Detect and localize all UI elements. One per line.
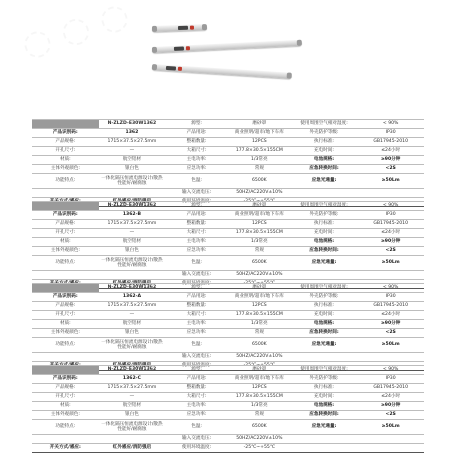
input-voltage-value: 50HZ/AC220V±10% bbox=[228, 353, 291, 362]
hole-label: 开孔尺寸: bbox=[32, 311, 99, 320]
switch-time-label: 应急转换时间: bbox=[291, 329, 358, 338]
switch-time-label: 应急转换时间: bbox=[291, 411, 358, 420]
charge-time-label: 充电时间: bbox=[291, 393, 358, 402]
hole-label: 开孔尺寸: bbox=[32, 147, 99, 156]
spec-row-hole bbox=[32, 311, 424, 320]
features-label: 功能特点: bbox=[32, 174, 99, 189]
spec-row-spec bbox=[32, 220, 424, 229]
spec-header-strip bbox=[32, 120, 99, 129]
spec-row-hole bbox=[32, 147, 424, 156]
packing-label: 整箱数量: bbox=[165, 220, 228, 229]
standard-label: 执行标准: bbox=[291, 384, 358, 393]
switch-value: 红外感应/消防强启 bbox=[99, 198, 166, 207]
input-voltage-label: 输入交流电压: bbox=[165, 353, 228, 362]
features-value: 一体化隔压恒流电源设计/散热性能好/耐腐蚀 bbox=[99, 420, 166, 435]
spec-row-hole bbox=[32, 393, 424, 402]
application-label: 产品用途: bbox=[165, 293, 228, 302]
color-temp-label: 色温: bbox=[165, 256, 228, 271]
switch-value: 红外感应/消防强启 bbox=[99, 362, 166, 371]
spec-row-code bbox=[32, 293, 424, 302]
emergency-power-value: 常规 bbox=[228, 411, 291, 420]
tube-label-mark bbox=[166, 66, 176, 71]
spec-row-voltage bbox=[32, 353, 424, 362]
watermark-graphic bbox=[17, 0, 135, 66]
carton-value: 177.8×30.5×155CM bbox=[228, 147, 291, 156]
material-value: 航空铝材 bbox=[99, 238, 166, 247]
charge-time-value: ≤24小时 bbox=[357, 147, 424, 156]
spec-row-code bbox=[32, 375, 424, 384]
code-label: 产品识别码: bbox=[32, 375, 99, 384]
tube-end-cap bbox=[152, 64, 157, 70]
color-temp-value: 6500K bbox=[228, 338, 291, 353]
ambient-temp-value: -25℃~+55℃ bbox=[228, 362, 291, 371]
battery-label: 电池规格: bbox=[291, 238, 358, 247]
input-voltage-value: 50HZ/AC220V±10% bbox=[228, 189, 291, 198]
switch-time-label: 应急转换时间: bbox=[291, 247, 358, 256]
switch-time-label: 应急转换时间: bbox=[291, 165, 358, 174]
carton-value: 177.8×30.5×155CM bbox=[228, 393, 291, 402]
ip-label: 外壳防护等级: bbox=[291, 129, 358, 138]
model-value: N-ZLZD-E30W1362 bbox=[99, 202, 166, 211]
code-value: 1362-C bbox=[99, 375, 166, 384]
spec-row-voltage bbox=[32, 271, 424, 280]
hole-value: — bbox=[99, 229, 166, 238]
emergency-flux-value: ≥50Lm bbox=[357, 174, 424, 189]
material-value: 航空铝材 bbox=[99, 402, 166, 411]
color-temp-value: 6500K bbox=[228, 420, 291, 435]
spec-row-features bbox=[32, 338, 424, 353]
humidity-value: < 90% bbox=[357, 202, 424, 211]
spec-label: 产品规格: bbox=[32, 138, 99, 147]
spec-row-model bbox=[32, 366, 424, 375]
switch-time-value: <2S bbox=[357, 165, 424, 174]
spec-row-spec bbox=[32, 302, 424, 311]
code-label: 产品识别码: bbox=[32, 129, 99, 138]
spec-value: 1715×37.5×27.5mm bbox=[99, 138, 166, 147]
ambient-temp-label: 使用环境温度: bbox=[165, 444, 228, 453]
tube-end-cap bbox=[152, 26, 157, 32]
spec-header-strip bbox=[32, 366, 99, 375]
application-value: 商业照明/超市/地下车库 bbox=[228, 375, 291, 384]
model-value: N-ZLZD-E30W1362 bbox=[99, 366, 166, 375]
empty-cell bbox=[291, 435, 358, 444]
battery-value: ≥90分钟 bbox=[357, 156, 424, 165]
packing-value: 12PCS bbox=[228, 302, 291, 311]
code-label: 产品识别码: bbox=[32, 211, 99, 220]
spec-row-code bbox=[32, 211, 424, 220]
power-ratio-label: 主电功率: bbox=[165, 320, 228, 329]
lightsource-type-label: 源型: bbox=[165, 366, 228, 375]
packing-label: 整箱数量: bbox=[165, 138, 228, 147]
tube-indicator-mark bbox=[190, 26, 194, 30]
tube-end-cap bbox=[202, 24, 207, 30]
color-temp-value: 6500K bbox=[228, 174, 291, 189]
spec-label: 产品规格: bbox=[32, 384, 99, 393]
emergency-flux-label: 应急光通量: bbox=[291, 420, 358, 435]
standard-label: 执行标准: bbox=[291, 302, 358, 311]
spec-row-model bbox=[32, 120, 424, 129]
light-tube-image-1 bbox=[152, 24, 207, 32]
battery-value: ≥90分钟 bbox=[357, 402, 424, 411]
lightsource-type-label: 源型: bbox=[165, 284, 228, 293]
ip-label: 外壳防护等级: bbox=[291, 293, 358, 302]
lightsource-type-value: 磨砂罩 bbox=[228, 202, 291, 211]
material-value: 航空铝材 bbox=[99, 320, 166, 329]
packing-value: 12PCS bbox=[228, 138, 291, 147]
emergency-power-value: 常规 bbox=[228, 247, 291, 256]
humidity-label: 使用周围空气相对湿度: bbox=[291, 120, 358, 129]
model-value: N-ZLZD-E30W1362 bbox=[99, 120, 166, 129]
application-value: 商业照明/超市/地下车库 bbox=[228, 211, 291, 220]
hole-label: 开孔尺寸: bbox=[32, 393, 99, 402]
ambient-temp-label: 使用环境温度: bbox=[165, 198, 228, 207]
spec-value: 1715×37.5×27.5mm bbox=[99, 220, 166, 229]
spec-table-1 bbox=[32, 119, 424, 207]
empty-cell bbox=[99, 271, 166, 280]
battery-label: 电池规格: bbox=[291, 402, 358, 411]
spec-row-emergency-power bbox=[32, 247, 424, 256]
carton-label: 大箱尺寸: bbox=[165, 147, 228, 156]
material-label: 材质: bbox=[32, 402, 99, 411]
material-label: 材质: bbox=[32, 156, 99, 165]
switch-time-value: <2S bbox=[357, 329, 424, 338]
spec-label: 产品规格: bbox=[32, 302, 99, 311]
empty-cell bbox=[357, 444, 424, 453]
lightsource-type-label: 源型: bbox=[165, 202, 228, 211]
lightsource-value: 银白色 bbox=[99, 247, 166, 256]
lightsource-type-value: 磨砂罩 bbox=[228, 120, 291, 129]
spec-table-3 bbox=[32, 283, 424, 371]
empty-cell bbox=[291, 353, 358, 362]
spec-header-strip bbox=[32, 284, 99, 293]
lightsource-label: 主体外观颜色: bbox=[32, 165, 99, 174]
standard-label: 执行标准: bbox=[291, 138, 358, 147]
packing-value: 12PCS bbox=[228, 220, 291, 229]
spec-row-emergency-power bbox=[32, 411, 424, 420]
features-value: 一体化隔压恒流电源设计/散热性能好/耐腐蚀 bbox=[99, 338, 166, 353]
charge-time-label: 充电时间: bbox=[291, 147, 358, 156]
input-voltage-label: 输入交流电压: bbox=[165, 271, 228, 280]
spec-row-emergency-power bbox=[32, 165, 424, 174]
switch-value: 红外感应/消防强启 bbox=[99, 280, 166, 289]
application-value: 商业照明/超市/地下车库 bbox=[228, 129, 291, 138]
model-value: N-ZLZD-E30W1362 bbox=[99, 284, 166, 293]
ambient-temp-value: -25℃~+55℃ bbox=[228, 280, 291, 289]
spec-row-emergency-power bbox=[32, 329, 424, 338]
spec-row-voltage bbox=[32, 189, 424, 198]
application-label: 产品用途: bbox=[165, 375, 228, 384]
emergency-flux-label: 应急光通量: bbox=[291, 174, 358, 189]
empty-cell bbox=[32, 435, 99, 444]
power-ratio-label: 主电功率: bbox=[165, 402, 228, 411]
lightsource-type-label: 源型: bbox=[165, 120, 228, 129]
features-value: 一体化隔压恒流电源设计/散热性能好/耐腐蚀 bbox=[99, 256, 166, 271]
emergency-power-value: 常规 bbox=[228, 329, 291, 338]
standard-value: GB17945-2010 bbox=[357, 384, 424, 393]
standard-value: GB17945-2010 bbox=[357, 302, 424, 311]
empty-cell bbox=[99, 435, 166, 444]
lightsource-value: 银白色 bbox=[99, 411, 166, 420]
packing-value: 12PCS bbox=[228, 384, 291, 393]
tube-label-mark bbox=[174, 46, 184, 50]
input-voltage-value: 50HZ/AC220V±10% bbox=[228, 435, 291, 444]
input-voltage-value: 50HZ/AC220V±10% bbox=[228, 271, 291, 280]
application-value: 商业照明/超市/地下车库 bbox=[228, 293, 291, 302]
spec-value: 1715×37.5×27.5mm bbox=[99, 302, 166, 311]
tube-indicator-mark bbox=[186, 46, 190, 50]
spec-row-material bbox=[32, 156, 424, 165]
ambient-temp-value: -25℃~+55℃ bbox=[228, 198, 291, 207]
features-label: 功能特点: bbox=[32, 256, 99, 271]
packing-label: 整箱数量: bbox=[165, 302, 228, 311]
spec-row-spec bbox=[32, 138, 424, 147]
empty-cell bbox=[357, 271, 424, 280]
emergency-flux-value: ≥50Lm bbox=[357, 338, 424, 353]
emergency-flux-label: 应急光通量: bbox=[291, 256, 358, 271]
product-hero-image bbox=[0, 0, 451, 118]
carton-label: 大箱尺寸: bbox=[165, 311, 228, 320]
humidity-label: 使用周围空气相对湿度: bbox=[291, 366, 358, 375]
lightsource-value: 银白色 bbox=[99, 329, 166, 338]
tube-end-cap bbox=[152, 47, 157, 53]
power-ratio-value: 1/3常亮 bbox=[228, 402, 291, 411]
battery-value: ≥90分钟 bbox=[357, 238, 424, 247]
material-value: 航空铝材 bbox=[99, 156, 166, 165]
empty-cell bbox=[291, 189, 358, 198]
empty-cell bbox=[357, 435, 424, 444]
ambient-temp-label: 使用环境温度: bbox=[165, 362, 228, 371]
carton-value: 177.8×30.5×155CM bbox=[228, 311, 291, 320]
spec-header-strip bbox=[32, 202, 99, 211]
input-voltage-label: 输入交流电压: bbox=[165, 189, 228, 198]
emergency-flux-value: ≥50Lm bbox=[357, 420, 424, 435]
code-value: 1362-A bbox=[99, 293, 166, 302]
ip-value: IP30 bbox=[357, 293, 424, 302]
charge-time-label: 充电时间: bbox=[291, 229, 358, 238]
emergency-flux-value: ≥50Lm bbox=[357, 256, 424, 271]
charge-time-value: ≤24小时 bbox=[357, 229, 424, 238]
charge-time-label: 充电时间: bbox=[291, 311, 358, 320]
spec-label: 产品规格: bbox=[32, 220, 99, 229]
tube-end-cap bbox=[297, 40, 302, 46]
battery-value: ≥90分钟 bbox=[357, 320, 424, 329]
spec-row-switch bbox=[32, 444, 424, 453]
code-value: 1362-B bbox=[99, 211, 166, 220]
emergency-power-label: 应急功率: bbox=[165, 329, 228, 338]
spec-value: 1715×37.5×27.5mm bbox=[99, 384, 166, 393]
spec-row-material bbox=[32, 238, 424, 247]
switch-value: 红外感应/消防强启 bbox=[99, 444, 166, 453]
material-label: 材质: bbox=[32, 320, 99, 329]
code-value: 1362 bbox=[99, 129, 166, 138]
ip-value: IP30 bbox=[357, 211, 424, 220]
power-ratio-label: 主电功率: bbox=[165, 238, 228, 247]
spec-row-model bbox=[32, 284, 424, 293]
ambient-temp-label: 使用环境温度: bbox=[165, 280, 228, 289]
lightsource-type-value: 磨砂罩 bbox=[228, 366, 291, 375]
features-label: 功能特点: bbox=[32, 420, 99, 435]
emergency-power-value: 常规 bbox=[228, 165, 291, 174]
material-label: 材质: bbox=[32, 238, 99, 247]
ambient-temp-value: -25℃~+55℃ bbox=[228, 444, 291, 453]
spec-row-material bbox=[32, 320, 424, 329]
power-ratio-label: 主电功率: bbox=[165, 156, 228, 165]
power-ratio-value: 1/3常亮 bbox=[228, 320, 291, 329]
ip-value: IP30 bbox=[357, 375, 424, 384]
application-label: 产品用途: bbox=[165, 211, 228, 220]
spec-row-model bbox=[32, 202, 424, 211]
hole-value: — bbox=[99, 393, 166, 402]
standard-value: GB17945-2010 bbox=[357, 138, 424, 147]
switch-time-value: <2S bbox=[357, 411, 424, 420]
spec-row-voltage bbox=[32, 435, 424, 444]
emergency-power-label: 应急功率: bbox=[165, 247, 228, 256]
tube-end-cap bbox=[287, 72, 292, 78]
carton-label: 大箱尺寸: bbox=[165, 393, 228, 402]
humidity-value: < 90% bbox=[357, 284, 424, 293]
ip-label: 外壳防护等级: bbox=[291, 211, 358, 220]
standard-label: 执行标准: bbox=[291, 220, 358, 229]
humidity-value: < 90% bbox=[357, 366, 424, 375]
humidity-label: 使用周围空气相对湿度: bbox=[291, 202, 358, 211]
spec-row-material bbox=[32, 402, 424, 411]
charge-time-value: ≤24小时 bbox=[357, 393, 424, 402]
empty-cell bbox=[99, 189, 166, 198]
lightsource-label: 主体外观颜色: bbox=[32, 247, 99, 256]
color-temp-label: 色温: bbox=[165, 420, 228, 435]
battery-label: 电池规格: bbox=[291, 320, 358, 329]
spec-row-features bbox=[32, 174, 424, 189]
emergency-power-label: 应急功率: bbox=[165, 411, 228, 420]
empty-cell bbox=[357, 353, 424, 362]
switch-label: 开关方式/感应: bbox=[32, 444, 99, 453]
humidity-value: < 90% bbox=[357, 120, 424, 129]
spec-row-features bbox=[32, 420, 424, 435]
carton-label: 大箱尺寸: bbox=[165, 229, 228, 238]
spec-table-4 bbox=[32, 365, 424, 453]
color-temp-label: 色温: bbox=[165, 174, 228, 189]
emergency-flux-label: 应急光通量: bbox=[291, 338, 358, 353]
ip-label: 外壳防护等级: bbox=[291, 375, 358, 384]
light-tube-image-3 bbox=[152, 64, 292, 79]
lightsource-type-value: 磨砂罩 bbox=[228, 284, 291, 293]
packing-label: 整箱数量: bbox=[165, 384, 228, 393]
tube-label-mark bbox=[178, 26, 188, 30]
features-value: 一体化隔压恒流电源设计/散热性能好/耐腐蚀 bbox=[99, 174, 166, 189]
humidity-label: 使用周围空气相对湿度: bbox=[291, 284, 358, 293]
power-ratio-value: 1/3常亮 bbox=[228, 238, 291, 247]
lightsource-label: 主体外观颜色: bbox=[32, 411, 99, 420]
spec-row-features bbox=[32, 256, 424, 271]
color-temp-label: 色温: bbox=[165, 338, 228, 353]
spec-row-spec bbox=[32, 384, 424, 393]
color-temp-value: 6500K bbox=[228, 256, 291, 271]
battery-label: 电池规格: bbox=[291, 156, 358, 165]
input-voltage-label: 输入交流电压: bbox=[165, 435, 228, 444]
carton-value: 177.8×30.5×155CM bbox=[228, 229, 291, 238]
hole-value: — bbox=[99, 311, 166, 320]
light-tube-image-2 bbox=[152, 40, 302, 53]
empty-cell bbox=[32, 189, 99, 198]
empty-cell bbox=[32, 271, 99, 280]
spec-row-code bbox=[32, 129, 424, 138]
charge-time-value: ≤24小时 bbox=[357, 311, 424, 320]
application-label: 产品用途: bbox=[165, 129, 228, 138]
lightsource-value: 银白色 bbox=[99, 165, 166, 174]
hole-label: 开孔尺寸: bbox=[32, 229, 99, 238]
code-label: 产品识别码: bbox=[32, 293, 99, 302]
empty-cell bbox=[291, 271, 358, 280]
empty-cell bbox=[99, 353, 166, 362]
hole-value: — bbox=[99, 147, 166, 156]
tube-indicator-mark bbox=[178, 67, 182, 71]
empty-cell bbox=[32, 353, 99, 362]
empty-cell bbox=[357, 189, 424, 198]
standard-value: GB17945-2010 bbox=[357, 220, 424, 229]
empty-cell bbox=[291, 444, 358, 453]
features-label: 功能特点: bbox=[32, 338, 99, 353]
switch-time-value: <2S bbox=[357, 247, 424, 256]
lightsource-label: 主体外观颜色: bbox=[32, 329, 99, 338]
ip-value: IP30 bbox=[357, 129, 424, 138]
spec-table-2 bbox=[32, 201, 424, 289]
emergency-power-label: 应急功率: bbox=[165, 165, 228, 174]
power-ratio-value: 1/3常亮 bbox=[228, 156, 291, 165]
spec-row-hole bbox=[32, 229, 424, 238]
